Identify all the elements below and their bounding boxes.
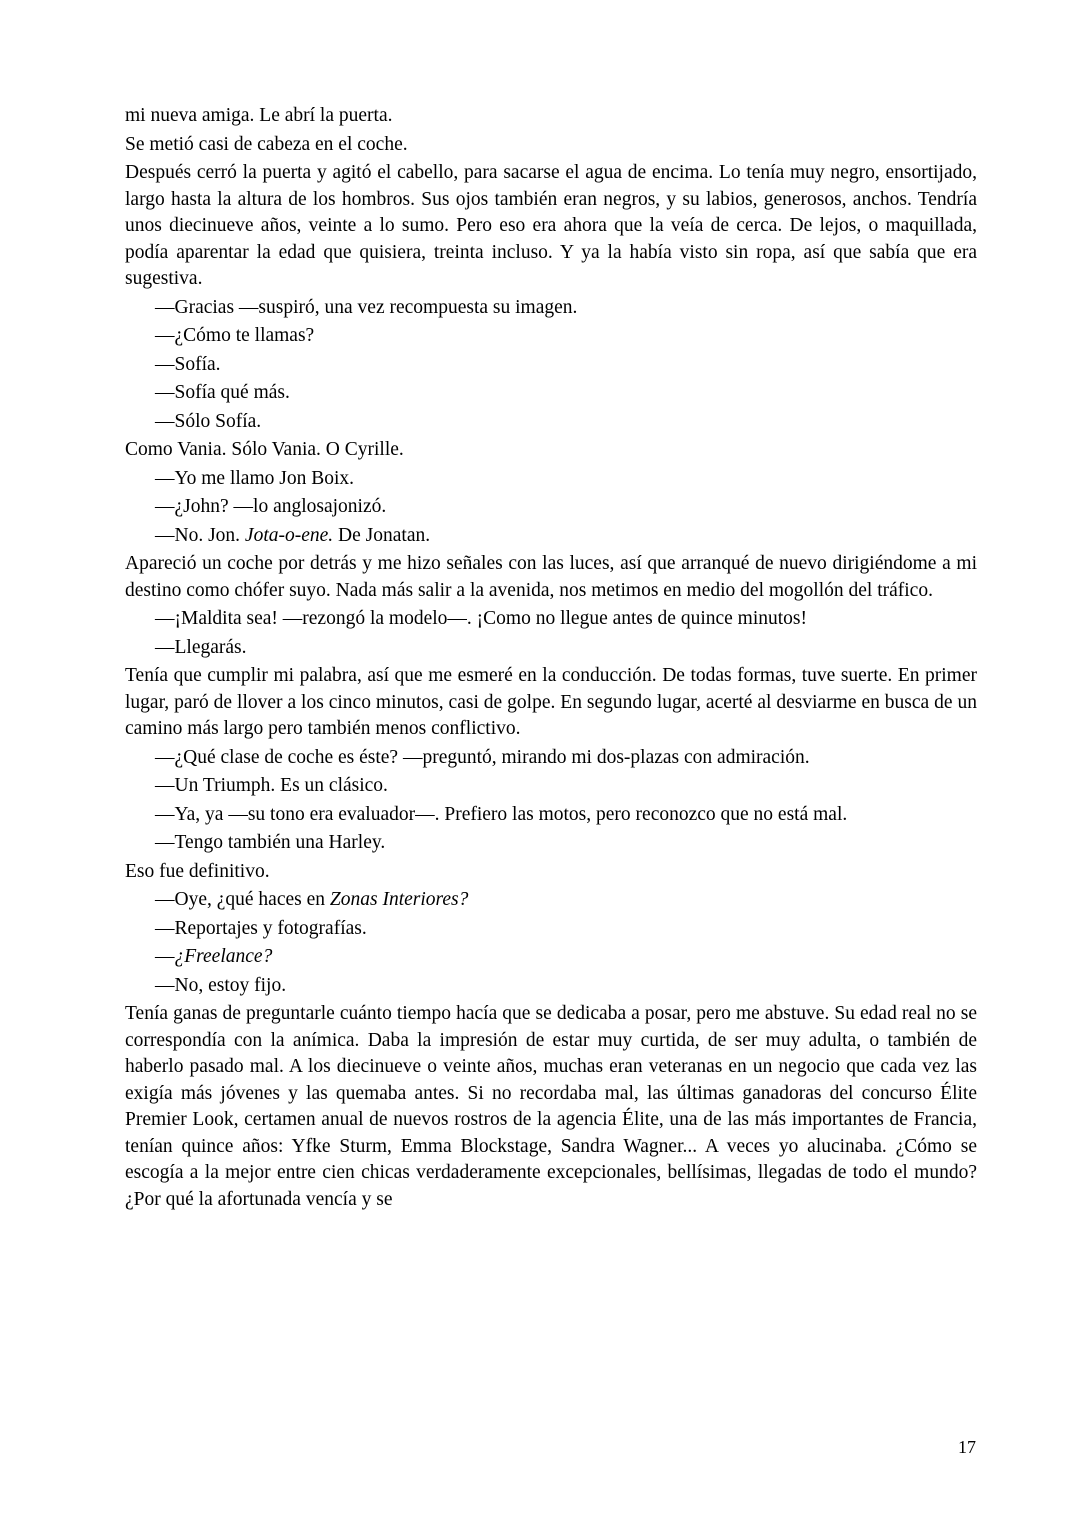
body-text: —¡Maldita sea! —rezongó la modelo—. ¡Como no llegue antes de quince minutos! bbox=[155, 608, 808, 629]
paragraph bbox=[125, 1001, 977, 1213]
body-text: Después cerró la puerta y agitó el cabello, para sacarse el agua de encima. Lo tenía muy negro, ensortijado, largo hasta la altura de los hombros. Sus ojos también eran negros, y su labios, generosos, anchos. Tendría unos diecinueve años, veinte a lo sumo. Pero eso era ahora que la veía de cerca. De lejos, o maquillada, podía aparentar la edad que quisiera, treinta incluso. Y ya la había visto sin ropa, así que sabía que era sugestiva. bbox=[125, 162, 977, 289]
body-text: Como Vania. Sólo Vania. O Cyrille. bbox=[125, 439, 404, 460]
paragraph bbox=[125, 523, 977, 550]
paragraph bbox=[125, 859, 977, 886]
italic-text: Jota-o-ene. bbox=[244, 524, 334, 546]
body-text: Apareció un coche por detrás y me hizo señales con las luces, así que arranqué de nuevo dirigiéndome a mi destino como chófer suyo. Nada más salir a la avenida, nos metimos en medio del mogollón del tráfico. bbox=[125, 553, 977, 601]
body-text: —¿Cómo te llamas? bbox=[155, 325, 315, 346]
body-text: —¿Qué clase de coche es éste? —preguntó, mirando mi dos-plazas con admiración. bbox=[155, 746, 810, 768]
paragraph bbox=[125, 663, 977, 743]
paragraph bbox=[125, 973, 977, 1000]
paragraph bbox=[125, 887, 977, 914]
paragraph bbox=[125, 132, 977, 159]
body-text: —No. Jon. bbox=[155, 524, 245, 546]
paragraph bbox=[125, 745, 977, 772]
text-block bbox=[125, 103, 977, 1215]
paragraph bbox=[125, 944, 977, 971]
body-text: — bbox=[155, 946, 175, 967]
paragraph bbox=[125, 773, 977, 800]
paragraph bbox=[125, 830, 977, 857]
italic-text: Zonas Interiores? bbox=[329, 889, 469, 910]
body-text: —Ya, ya —su tono era evaluador—. Prefiero las motos, pero reconozco que no está mal. bbox=[155, 803, 848, 825]
body-text: —Sólo Sofía. bbox=[155, 410, 262, 432]
paragraph bbox=[125, 160, 977, 293]
body-text: —Sofía. bbox=[155, 353, 221, 375]
body-text: Se metió casi de cabeza en el coche. bbox=[125, 133, 408, 155]
body-text: —Reportajes y fotografías. bbox=[155, 917, 367, 939]
body-text: Eso fue definitivo. bbox=[125, 860, 270, 882]
paragraph bbox=[125, 437, 977, 464]
body-text: —Un Triumph. Es un clásico. bbox=[155, 775, 388, 796]
paragraph bbox=[125, 494, 977, 521]
body-text: —Oye, ¿qué haces en bbox=[155, 889, 330, 910]
italic-text: ¿Freelance? bbox=[174, 946, 273, 967]
body-text: —Sofía qué más. bbox=[155, 382, 290, 403]
body-text: —Gracias —suspiró, una vez recompuesta su imagen. bbox=[155, 296, 578, 318]
body-text: —Llegarás. bbox=[155, 636, 247, 658]
body-text: Tenía ganas de preguntarle cuánto tiempo hacía que se dedicaba a posar, pero me abstuve. Su edad real no se correspondía con la anímica. Daba la impresión de estar muy curtida, de ser muy adulta, o también de haberlo pasado mal. A los diecinueve o veinte años, muchas eran veteranas en un negocio que cada vez las exigía más jóvenes y las quemaba antes. Si no recordaba mal, las últimas ganadoras del concurso Élite Premier Look, certamen anual de nuevos rostros de la agencia Élite, una de las más importantes de Francia, tenían quince años: Yfke Sturm, Emma Blockstage, Sandra Wagner... A veces yo alucinaba. ¿Cómo se escogía a la mejor entre cien chicas verdaderamente excepcionales, bellísimas, llegadas de todo el mundo? ¿Por qué la afortunada vencía y se bbox=[125, 1003, 977, 1210]
body-text: Tenía que cumplir mi palabra, así que me esmeré en la conducción. De todas formas, tuve suerte. En primer lugar, paró de llover a los cinco minutos, casi de golpe. En segundo lugar, acerté al desviarme en busca de un camino más largo pero también menos conflictivo. bbox=[125, 665, 977, 739]
body-text: mi nueva amiga. Le abrí la puerta. bbox=[125, 105, 393, 126]
paragraph bbox=[125, 916, 977, 943]
body-text: De Jonatan. bbox=[333, 524, 431, 546]
paragraph bbox=[125, 551, 977, 604]
paragraph bbox=[125, 635, 977, 662]
paragraph bbox=[125, 802, 977, 829]
paragraph bbox=[125, 295, 977, 322]
body-text: —Tengo también una Harley. bbox=[155, 832, 386, 853]
paragraph bbox=[125, 606, 977, 633]
paragraph bbox=[125, 380, 977, 407]
paragraph bbox=[125, 323, 977, 350]
body-text: —No, estoy fijo. bbox=[155, 974, 287, 996]
paragraph bbox=[125, 409, 977, 436]
paragraph bbox=[125, 352, 977, 379]
paragraph bbox=[125, 466, 977, 493]
page-number: 17 bbox=[958, 1437, 976, 1457]
body-text: —Yo me llamo Jon Boix. bbox=[155, 467, 354, 489]
body-text: —¿John? —lo anglosajonizó. bbox=[155, 496, 387, 517]
paragraph bbox=[125, 103, 977, 130]
